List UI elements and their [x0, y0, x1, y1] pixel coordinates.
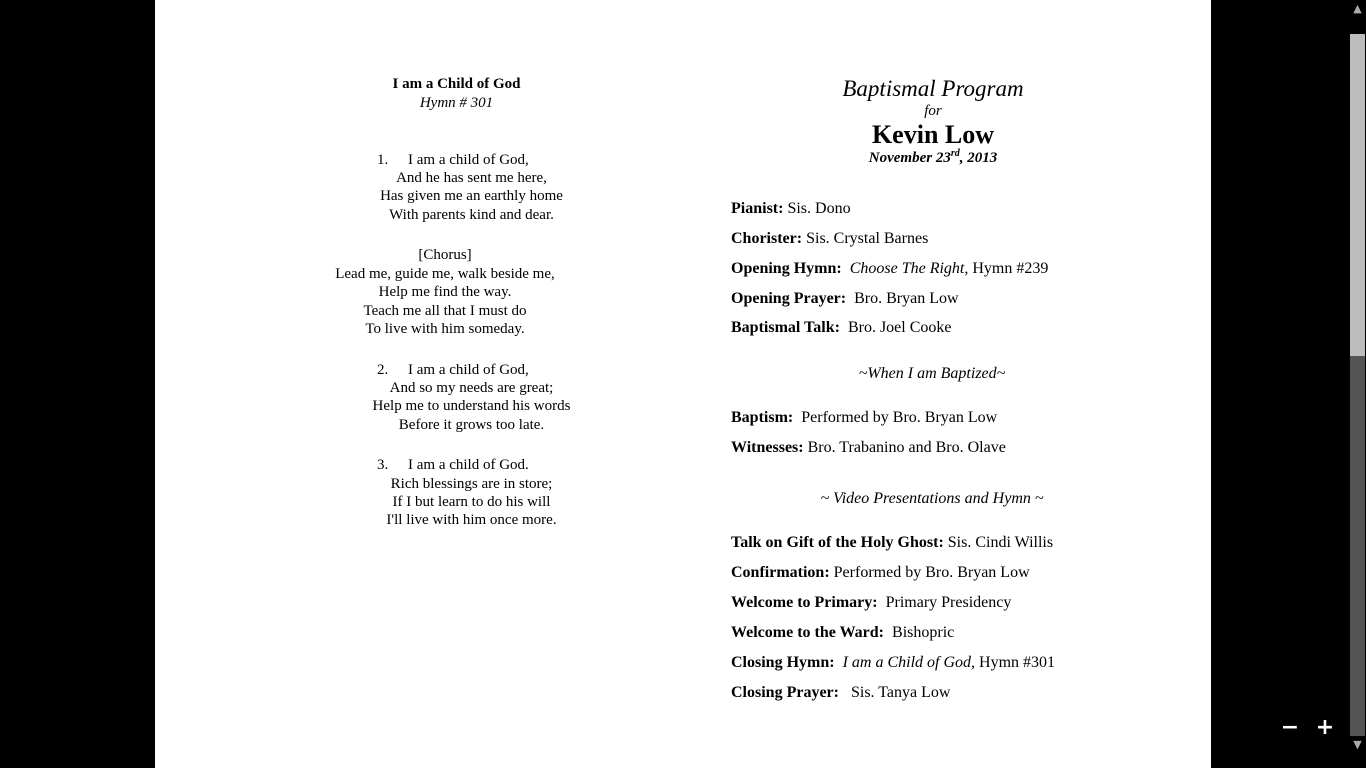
- item-label: Witnesses:: [731, 439, 804, 456]
- verse-2-line-1: I am a child of God,: [408, 362, 529, 378]
- item-value: Hymn #239: [972, 260, 1049, 277]
- scroll-down-icon[interactable]: ▼: [1353, 738, 1362, 751]
- item-label: Welcome to the Ward:: [731, 624, 885, 641]
- hymn-number: Hymn # 301: [419, 95, 494, 111]
- item-label: Confirmation:: [731, 564, 830, 581]
- hymn-title: I am a Child of God: [392, 76, 521, 92]
- program-item-chorister: [731, 229, 928, 249]
- verse-1-number: 1.: [377, 152, 389, 168]
- item-hymn-title: Choose The Right,: [849, 260, 969, 277]
- date-year: , 2013: [959, 150, 998, 166]
- verse-3-line-2: Rich blessings are in store;: [390, 476, 553, 492]
- program-item-witnesses: [731, 438, 1006, 458]
- verse-3-line-1: I am a child of God.: [408, 457, 529, 473]
- verse-2-line-4: Before it grows too late.: [398, 417, 545, 433]
- item-label: Opening Prayer:: [731, 290, 847, 307]
- item-value: Sis. Crystal Barnes: [806, 230, 929, 247]
- program-date: [838, 149, 1028, 167]
- item-value: Bro. Bryan Low: [854, 290, 959, 307]
- chorus-line-4: To live with him someday.: [365, 321, 525, 337]
- zoom-in-button[interactable]: +: [1315, 715, 1335, 740]
- verse-1-line-2: And he has sent me here,: [396, 170, 547, 186]
- vertical-scrollbar[interactable]: [1349, 0, 1366, 768]
- program-item-holy-ghost-talk: [731, 533, 1053, 553]
- verse-2-line-2: And so my needs are great;: [389, 380, 554, 396]
- program-item-welcome-primary: [731, 593, 1011, 613]
- item-value: Sis. Cindi Willis: [947, 534, 1054, 551]
- item-value: Hymn #301: [979, 654, 1056, 671]
- program-item-welcome-ward: [731, 623, 954, 643]
- item-value: Bishopric: [892, 624, 955, 641]
- program-item-opening-prayer: [731, 289, 959, 309]
- item-hymn-title: I am a Child of God,: [842, 654, 976, 671]
- verse-1-line-1: I am a child of God,: [408, 152, 529, 168]
- scrollbar-thumb[interactable]: [1350, 34, 1365, 356]
- zoom-out-button[interactable]: −: [1280, 715, 1300, 740]
- chorus-line-1: Lead me, guide me, walk beside me,: [335, 266, 555, 282]
- item-label: Welcome to Primary:: [731, 594, 878, 611]
- program-item-closing-prayer: [731, 683, 950, 703]
- item-label: Talk on Gift of the Holy Ghost:: [731, 534, 944, 551]
- program-for: for: [924, 103, 942, 119]
- program-item-pianist: [731, 199, 851, 219]
- program-name: Kevin Low: [871, 120, 995, 149]
- item-label: Closing Prayer:: [731, 684, 839, 701]
- program-item-baptismal-talk: [731, 318, 951, 338]
- item-label: Opening Hymn:: [731, 260, 842, 277]
- item-label: Chorister:: [731, 230, 803, 247]
- verse-2-line-3: Help me to understand his words: [372, 398, 571, 414]
- program-item-opening-hymn: [731, 259, 1048, 279]
- date-main: November 23: [868, 150, 951, 166]
- verse-1-line-3: Has given me an earthly home: [380, 188, 563, 204]
- item-label: Pianist:: [731, 200, 784, 217]
- date-suffix: rd: [950, 148, 960, 159]
- program-item-baptism: [731, 408, 997, 428]
- program-item-confirmation: [731, 563, 1030, 583]
- verse-3-line-4: I'll live with him once more.: [386, 512, 557, 528]
- item-label: Closing Hymn:: [731, 654, 835, 671]
- item-value: Primary Presidency: [885, 594, 1012, 611]
- verse-1-line-4: With parents kind and dear.: [389, 207, 554, 223]
- verse-3-line-3: If I but learn to do his will: [392, 494, 551, 510]
- item-value: Bro. Joel Cooke: [847, 319, 952, 336]
- verse-2-number: 2.: [377, 362, 389, 378]
- chorus-line-3: Teach me all that I must do: [363, 303, 527, 319]
- document-page: [155, 0, 1211, 768]
- item-label: Baptism:: [731, 409, 794, 426]
- item-value: Sis. Dono: [787, 200, 851, 217]
- item-value: Bro. Trabanino and Bro. Olave: [807, 439, 1006, 456]
- section-heading-baptized: ~When I am Baptized~: [858, 365, 1006, 382]
- scroll-up-icon[interactable]: ▲: [1353, 2, 1362, 15]
- program-title: Baptismal Program: [842, 76, 1024, 101]
- section-heading-video: ~ Video Presentations and Hymn ~: [820, 490, 1044, 507]
- program-item-closing-hymn: [731, 653, 1055, 673]
- item-label: Baptismal Talk:: [731, 319, 840, 336]
- item-value: Sis. Tanya Low: [850, 684, 951, 701]
- item-value: Performed by Bro. Bryan Low: [801, 409, 998, 426]
- item-value: Performed by Bro. Bryan Low: [833, 564, 1030, 581]
- scrollbar-track[interactable]: [1350, 356, 1365, 736]
- chorus-line-2: Help me find the way.: [378, 284, 512, 300]
- chorus-label: [Chorus]: [418, 247, 472, 263]
- verse-3-number: 3.: [377, 457, 389, 473]
